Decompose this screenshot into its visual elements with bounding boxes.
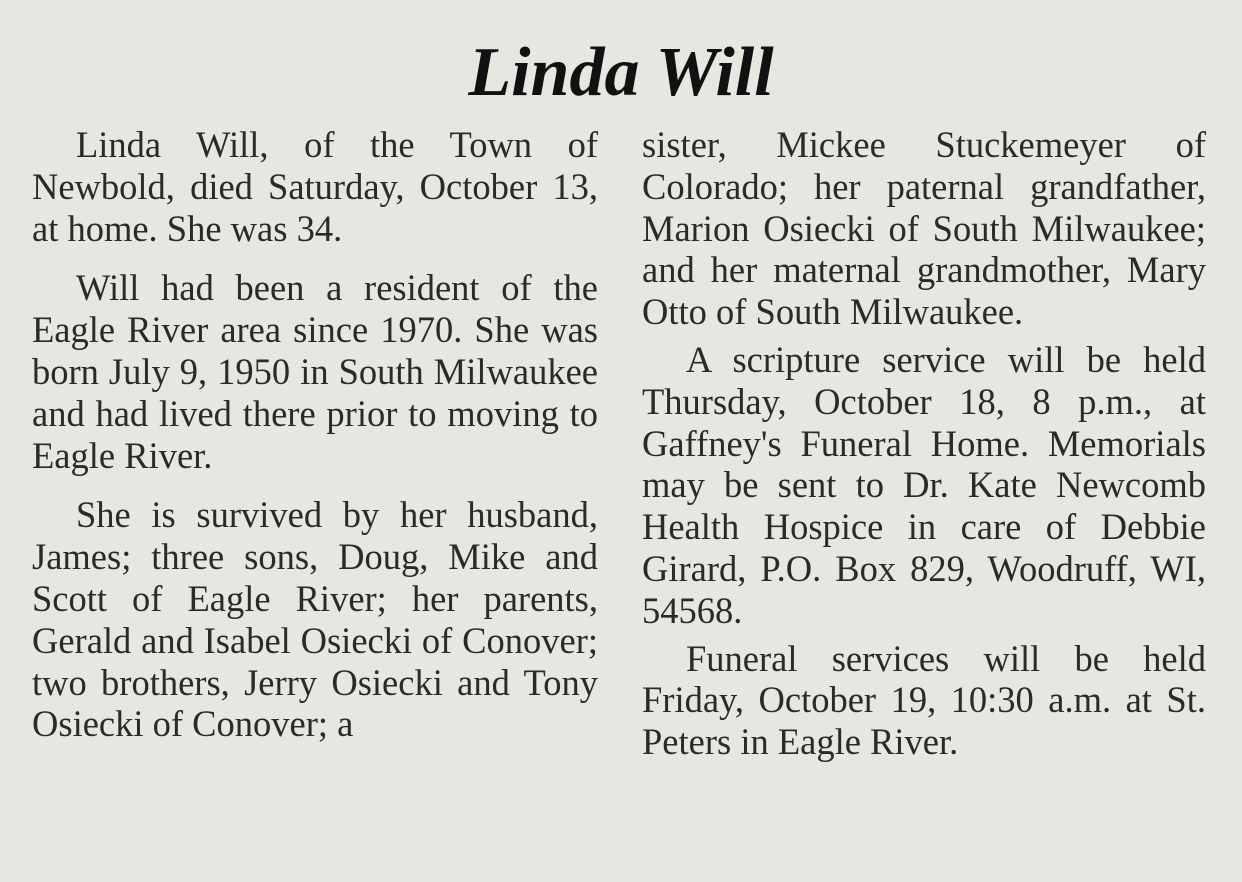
right-column <box>642 124 1206 763</box>
paragraph-funeral-services: Funeral services will be held Friday, October 19, 10:30 a.m. at St. Peters in Eagle River. <box>642 637 1206 763</box>
paragraph-residence: Will had been a resident of the Eagle River area since 1970. She was born July 9, 1950 in South Milwaukee and had lived there prior to moving to Eagle River. <box>32 267 598 476</box>
obituary-title: Linda Will <box>468 34 774 111</box>
paragraph-death-notice: Linda Will, of the Town of Newbold, died Saturday, October 13, at home. She was 34. <box>32 124 598 249</box>
paragraph-survivors: She is survived by her husband, James; three sons, Doug, Mike and Scott of Eagle River; her parents, Gerald and Isabel Osiecki of Conover; two brothers, Jerry Osiecki and Tony Osiecki of Conover; a <box>32 494 598 745</box>
left-column <box>32 124 598 745</box>
paragraph-survivors-continued: sister, Mickee Stuckemeyer of Colorado; her paternal grandfather, Marion Osiecki of South Milwaukee; and her maternal grandmother, Mary Otto of South Milwaukee. <box>642 124 1206 333</box>
paragraph-scripture-service: A scripture service will be held Thursday, October 18, 8 p.m., at Gaffney's Funeral Home. Memorials may be sent to Dr. Kate Newcomb Health Hospice in care of Debbie Girard, P.O. Box 829, Woodruff, WI, 54568. <box>642 338 1206 631</box>
